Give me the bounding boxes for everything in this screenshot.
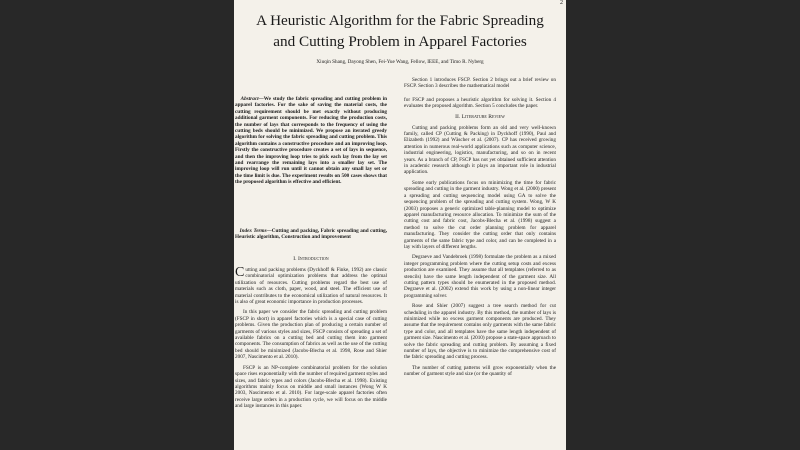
index-terms-text: Cutting and packing, Fabric spreading and cutting, Heuristic algorithm, Construction and improvement xyxy=(235,228,387,241)
literature-paragraph-5: The number of cutting patterns will grow exponentially when the number of garment style and size (or the quantity of xyxy=(404,364,556,378)
section-overview-continued: for FSCP and proposes a heuristic algorithm for solving it. Section 4 evaluates the proposed algorithm. Section 5 concludes the paper. xyxy=(404,96,556,110)
intro-paragraph-1: Cutting and packing problems (Dyckhoff & Finke, 1992) are classic combinatorial optimization problems that address the optimal utilization of resources. Cutting problems regard the best use of materials such as cloth, paper, wood, and steel. The efficient use of material contributes to the economical utilization of natural resources. It is also of great economic importance in production processes. xyxy=(235,265,387,306)
intro-heading: I. Introduction xyxy=(293,256,329,262)
abstract-label: Abstract xyxy=(240,96,259,102)
drop-cap: C xyxy=(235,265,245,280)
intro-paragraph-2: In this paper we consider the fabric spreading and cutting problem (FSCP in short) in apparel factories which is a special case of cutting problems. Given the production plan of producing a certain number of garments of various styles and sizes, FSCP consists of spreading a set of available fabrics on a cutting bed and cutting them into garment components. The consumption of fabrics as well as the use of the cutting bed should be minimized (Jacobs-Blecha et al. 1998, Rose and Shier 2007, Nascimento et al. 2010). xyxy=(235,309,387,361)
author-list: Xiuqin Shang, Dayong Shen, Fei-Yue Wang, Fellow, IEEE, and Timo R. Nyberg xyxy=(316,59,484,65)
literature-paragraph-1: Cutting and packing problems form an old and very well-known family, called CP (Cutting & Packing) in Dyckhoff (1990), Paul and Elizabeth (1992) and Wäscher et al. (2007). CP has received growing attention in numerous real-world applications such as computer science, industrial engineering, logistics, manufacturing, and so on in recent years. As a branch of CP, FSCP has not yet obtained sufficient attention in academic research although it plays an important role in industrial application. xyxy=(404,124,556,176)
paper-title: A Heuristic Algorithm for the Fabric Spreading and Cutting Problem in Apparel Factories xyxy=(256,12,544,50)
literature-paragraph-2: Some early publications focus on minimizing the time for fabric spreading and cutting in the garment industry. Wong et al. (2000) present a spreading and cutting sequencing model using GA to solve the sequencing problem of the spreading and cutting system. Wong, W K (2003) proposes a generic optimized table-planning model to optimize apparel manufacturing resource allocation. To minimize the sum of the cutting cost and fabric cost, Jacobs-Blecha et al. (1998) suggest a method to solve the cut order planning problem for apparel manufacturing. They consider the cutting order that only contains garments of the same fabric type and color, and can be completed in a lay with layers of different lengths. xyxy=(404,179,556,250)
intro-paragraph-3: FSCP is an NP-complete combinatorial problem for the solution space rises exponentially with the number of required garment styles and sizes, and fabric types and colors (Jacobs-Blecha et al. 1998). Existing algorithms mainly focus on middle and small instances (Wong W K 2003, Nascimento et al. 2010). For large-scale apparel factories often receive large orders in a production cycle, we will focus on the middle and large instances in this paper. xyxy=(235,364,387,410)
abstract: Abstract—We study the fabric spreading and cutting problem in apparel factories. For the sake of saving the material costs, the cutting requirement should be met exactly without producing additional garment components. For reducing the production costs, the number of lays that corresponds to the frequency of using the cutting beds should be minimized. We propose an iterated greedy algorithm for solving the fabric spreading and cutting problem. This algorithm contains a constructive procedure and an improving loop. Firstly the constructive procedure creates a set of lays in sequence, and then the improving loop tries to pick each lay from the lay set and rearrange the remaining lays into a smaller lay set. The improving loop will run until it cannot obtain any small lay set or the time limit is due. The experiment results on 500 cases shows that the proposed algorithm is effective and efficient. xyxy=(235,96,388,186)
section-overview-paragraph: Section 1 introduces FSCP. Section 2 brings out a brief review on FSCP. Section 3 describes the mathematical model xyxy=(404,77,556,90)
literature-review-heading: II. Literature Review xyxy=(455,113,505,120)
introduction-section xyxy=(235,256,387,410)
index-terms-label: Index Terms xyxy=(239,228,267,234)
literature-paragraph-4: Rose and Shier (2007) suggest a tree search method for cut scheduling in the apparel industry. By this method, the number of lays is minimized while no excess garment components are produced. They assume that the requirement contains only garments with the same fabric type and color, and all templates have the same length independent of garment size. Nascimento et al. (2010) propose a state-space approach to solve the fabric spreading and cutting problem. By assuming a fixed number of lays, the objective is to minimize the comprehensive cost of the fabric spreading and cutting process. xyxy=(404,303,556,361)
right-column xyxy=(404,77,556,378)
literature-paragraph-3: Degraeve and Vandebroek (1998) formulate the problem as a mixed integer programming problem where the cutting setup costs and excess production are examined. They assume that all templates (referred to as stencils) have the same length independent of the garment size. All cutting pattern types should be enumerated in the proposed method. Degraeve et al. (2002) extend this work by using a non-linear integer programming solver. xyxy=(404,254,556,299)
page-number: 2 xyxy=(560,0,563,6)
abstract-text: We study the fabric spreading and cutting problem in apparel factories. For the sake of saving the material costs, the cutting requirement should be met exactly without producing additional garment components. For reducing the production costs, the number of lays that corresponds to the frequency of using the cutting beds should be minimized. We propose an iterated greedy algorithm for solving the fabric spreading and cutting problem. This algorithm contains a constructive procedure and an improving loop. Firstly the constructive procedure creates a set of lays in sequence, and then the improving loop tries to pick each lay from the lay set and rearrange the remaining lays into a smaller lay set. The improving loop will run until it cannot obtain any small lay set or the time limit is due. The experiment results on 500 cases shows that the proposed algorithm is effective and efficient. xyxy=(235,96,388,186)
index-terms: Index Terms—Cutting and packing, Fabric spreading and cutting, Heuristic algorithm, Construction and improvement xyxy=(235,228,387,241)
paper-page xyxy=(234,0,566,450)
